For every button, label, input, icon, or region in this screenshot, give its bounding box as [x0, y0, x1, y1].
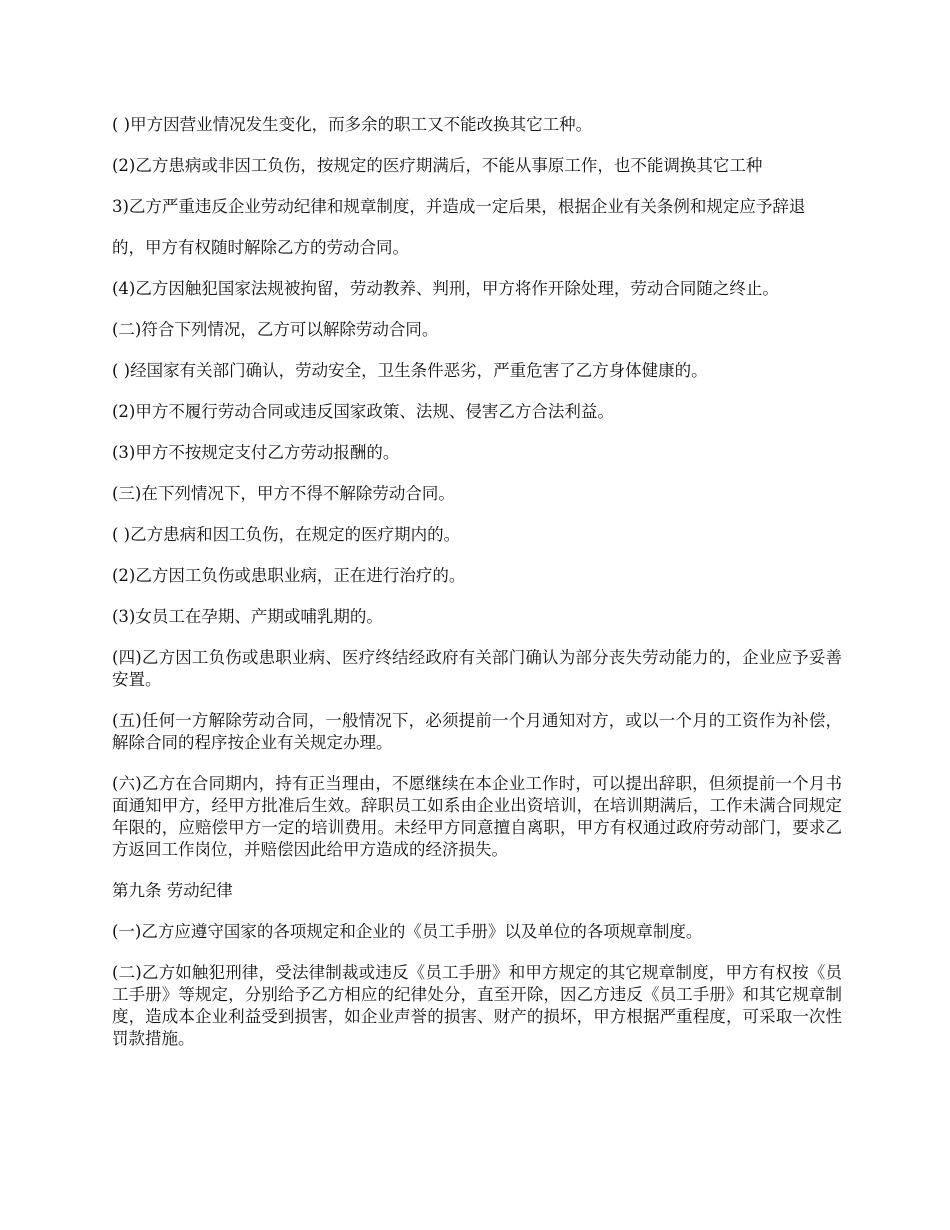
- paragraph-19: (二)乙方如触犯刑律，受法律制裁或违反《员工手册》和甲方规定的其它规章制度，甲方有权按《员工手册》等规定，分别给予乙方相应的纪律处分，直至开除，因乙方违反《员工手册》和其它规章制度，造成本企业利益受到损害，如企业声誉的损害、财产的损坏，甲方根据严重程度，可采取一次性罚款措施。: [112, 963, 842, 1048]
- paragraph-10: (三)在下列情况下，甲方不得不解除劳动合同。: [112, 484, 455, 503]
- document-body: [112, 114, 842, 1069]
- paragraph-7: ( )经国家有关部门确认，劳动安全，卫生条件恶劣，严重危害了乙方身体健康的。: [112, 361, 708, 380]
- paragraph-15: (五)任何一方解除劳动合同，一般情况下，必须提前一个月通知对方，或以一个月的工资作为补偿，解除合同的程序按企业有关规定办理。: [112, 711, 842, 752]
- paragraph-8: (2)甲方不履行劳动合同或违反国家政策、法规、侵害乙方合法利益。: [112, 402, 614, 421]
- paragraph-13: (3)女员工在孕期、产期或哺乳期的。: [112, 607, 383, 626]
- paragraph-1: ( )甲方因营业情况发生变化，而多余的职工又不能改换其它工种。: [112, 115, 593, 134]
- paragraph-2: (2)乙方患病或非因工负伤，按规定的医疗期满后，不能从事原工作，也不能调换其它工种: [112, 156, 763, 175]
- paragraph-6: (二)符合下列情况，乙方可以解除劳动合同。: [112, 320, 439, 339]
- paragraph-18: (一)乙方应遵守国家的各项规定和企业的《员工手册》以及单位的各项规章制度。: [112, 922, 703, 941]
- paragraph-11: ( )乙方患病和因工负伤，在规定的医疗期内的。: [112, 525, 461, 544]
- paragraph-9: (3)甲方不按规定支付乙方劳动报酬的。: [112, 443, 400, 462]
- paragraph-14: (四)乙方因工负伤或患职业病、医疗终结经政府有关部门确认为部分丧失劳动能力的，企业应予妥善安置。: [112, 648, 842, 689]
- paragraph-5: (4)乙方因触犯国家法规被拘留，劳动教养、判刑，甲方将作开除处理，劳动合同随之终止。: [112, 279, 779, 298]
- paragraph-3: 3)乙方严重违反企业劳动纪律和规章制度，并造成一定后果，根据企业有关条例和规定应予辞退: [112, 197, 806, 216]
- paragraph-4: 的，甲方有权随时解除乙方的劳动合同。: [112, 238, 409, 257]
- paragraph-16: (六)乙方在合同期内，持有正当理由，不愿继续在本企业工作时，可以提出辞职，但须提前一个月书面通知甲方，经甲方批准后生效。辞职员工如系由企业出资培训，在培训期满后，工作未满合同规定年限的，应赔偿甲方一定的培训费用。未经甲方同意擅自离职，甲方有权通过政府劳动部门，要求乙方返回工作岗位，并赔偿因此给甲方造成的经济损失。: [112, 774, 842, 859]
- paragraph-12: (2)乙方因工负伤或患职业病，正在进行治疗的。: [112, 566, 466, 585]
- section-heading-article-9: 第九条 劳动纪律: [112, 881, 233, 900]
